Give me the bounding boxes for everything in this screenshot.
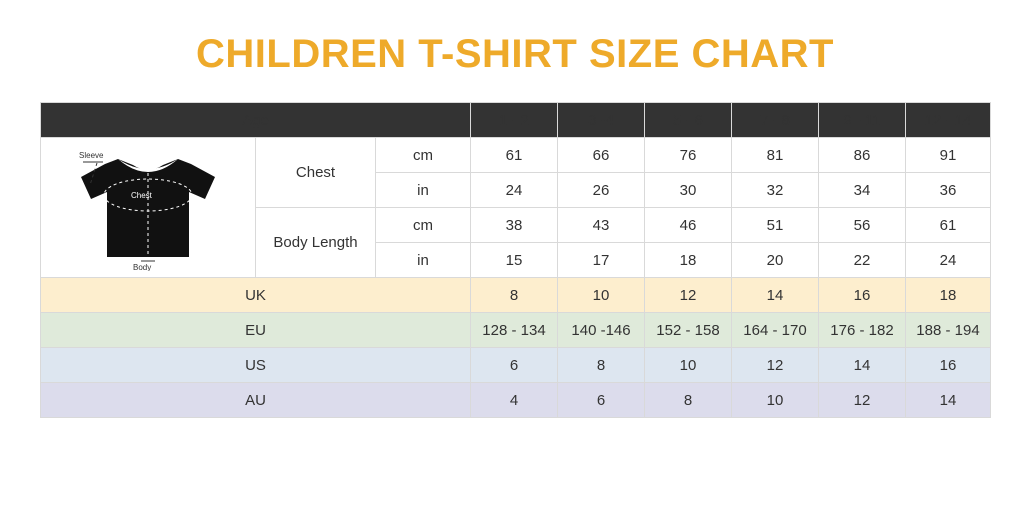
table-row	[41, 138, 991, 173]
cell-chest-in-0: 24	[471, 173, 558, 208]
cell-body-in-2: 18	[645, 243, 732, 278]
cell-chest-cm-0: 61	[471, 138, 558, 173]
cell-body-in-3: 20	[732, 243, 819, 278]
tshirt-icon	[63, 145, 233, 271]
cell-uk-0: 8	[471, 278, 558, 313]
tshirt-diagram	[41, 138, 256, 278]
header-age-col-5: 12 - 14	[906, 103, 991, 138]
cell-chest-cm-4: 86	[819, 138, 906, 173]
size-chart-table	[40, 102, 991, 418]
cell-body-in-4: 22	[819, 243, 906, 278]
size-chart-table-wrapper	[40, 102, 990, 418]
header-age-col-2: 5 - 6	[645, 103, 732, 138]
table-row	[41, 348, 991, 383]
cell-eu-2: 152 - 158	[645, 313, 732, 348]
measure-unit-chest-in: in	[376, 173, 471, 208]
cell-body-cm-3: 51	[732, 208, 819, 243]
cell-chest-in-1: 26	[558, 173, 645, 208]
page-title: CHILDREN T-SHIRT SIZE CHART	[196, 32, 834, 76]
region-label-au: AU	[41, 383, 471, 418]
cell-us-3: 12	[732, 348, 819, 383]
cell-uk-1: 10	[558, 278, 645, 313]
cell-au-0: 4	[471, 383, 558, 418]
cell-eu-4: 176 - 182	[819, 313, 906, 348]
cell-uk-2: 12	[645, 278, 732, 313]
cell-au-2: 8	[645, 383, 732, 418]
cell-au-3: 10	[732, 383, 819, 418]
cell-eu-0: 128 - 134	[471, 313, 558, 348]
cell-chest-cm-3: 81	[732, 138, 819, 173]
cell-us-1: 8	[558, 348, 645, 383]
cell-chest-in-3: 32	[732, 173, 819, 208]
cell-uk-4: 16	[819, 278, 906, 313]
table-header-row	[41, 103, 991, 138]
cell-body-cm-4: 56	[819, 208, 906, 243]
measure-unit-body-cm: cm	[376, 208, 471, 243]
cell-chest-in-4: 34	[819, 173, 906, 208]
cell-chest-cm-1: 66	[558, 138, 645, 173]
measure-unit-body-in: in	[376, 243, 471, 278]
table-row	[41, 313, 991, 348]
cell-us-2: 10	[645, 348, 732, 383]
cell-body-in-0: 15	[471, 243, 558, 278]
cell-chest-in-2: 30	[645, 173, 732, 208]
cell-au-4: 12	[819, 383, 906, 418]
cell-chest-cm-2: 76	[645, 138, 732, 173]
cell-chest-in-5: 36	[906, 173, 991, 208]
cell-body-cm-1: 43	[558, 208, 645, 243]
body-label: Body	[133, 262, 152, 271]
cell-body-cm-0: 38	[471, 208, 558, 243]
cell-eu-5: 188 - 194	[906, 313, 991, 348]
cell-us-4: 14	[819, 348, 906, 383]
header-age-col-0: 1 - 2	[471, 103, 558, 138]
cell-us-0: 6	[471, 348, 558, 383]
region-label-eu: EU	[41, 313, 471, 348]
measure-label-body-length: Body Length	[256, 208, 376, 278]
cell-chest-cm-5: 91	[906, 138, 991, 173]
sleeve-label: Sleeve	[79, 150, 104, 160]
cell-body-in-1: 17	[558, 243, 645, 278]
cell-eu-1: 140 -146	[558, 313, 645, 348]
region-label-us: US	[41, 348, 471, 383]
chest-label: Chest	[131, 190, 152, 200]
cell-uk-5: 18	[906, 278, 991, 313]
header-age-col-1: 3 -4	[558, 103, 645, 138]
cell-us-5: 16	[906, 348, 991, 383]
cell-uk-3: 14	[732, 278, 819, 313]
cell-body-in-5: 24	[906, 243, 991, 278]
region-label-uk: UK	[41, 278, 471, 313]
cell-eu-3: 164 - 170	[732, 313, 819, 348]
cell-body-cm-5: 61	[906, 208, 991, 243]
table-row	[41, 383, 991, 418]
header-age-label: Age	[41, 103, 471, 138]
header-age-col-4: 9 - 11	[819, 103, 906, 138]
measure-label-chest: Chest	[256, 138, 376, 208]
header-age-col-3: 7 - 8	[732, 103, 819, 138]
cell-au-5: 14	[906, 383, 991, 418]
cell-body-cm-2: 46	[645, 208, 732, 243]
measure-unit-chest-cm: cm	[376, 138, 471, 173]
table-row	[41, 278, 991, 313]
cell-au-1: 6	[558, 383, 645, 418]
